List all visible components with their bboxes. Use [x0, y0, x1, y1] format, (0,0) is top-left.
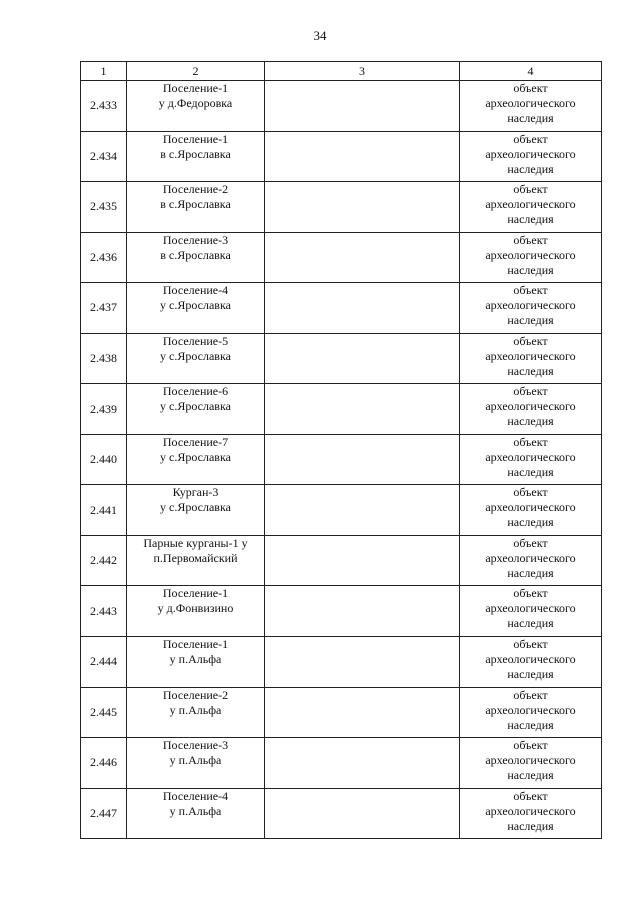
row-number: 2.433 — [81, 81, 127, 132]
category-line: археологического — [485, 652, 576, 667]
object-name-line: Поселение-6 — [162, 384, 229, 399]
object-name-cell — [127, 384, 265, 435]
row-number: 2.436 — [81, 232, 127, 283]
object-name-cell — [127, 131, 265, 182]
object-name-line: Поселение-4 — [162, 283, 229, 298]
category-line: наследия — [507, 667, 554, 682]
category-line: объект — [513, 434, 548, 449]
category-line: наследия — [507, 565, 554, 580]
object-name-line: Поселение-1 — [162, 131, 229, 146]
category-cell — [460, 485, 602, 536]
object-name-line: Поселение-1 — [162, 81, 229, 95]
category-line: археологического — [485, 197, 576, 212]
category-line: наследия — [507, 768, 554, 783]
table-row — [81, 738, 602, 789]
category-line: археологического — [485, 348, 576, 363]
category-cell — [460, 738, 602, 789]
category-cell — [460, 232, 602, 283]
object-name-line: Поселение-5 — [162, 333, 229, 348]
object-name-line: у с.Ярославка — [160, 399, 231, 414]
object-name-cell — [127, 283, 265, 334]
column-header-2: 2 — [127, 62, 265, 81]
column-3-cell — [265, 738, 460, 789]
object-name-line: Поселение-4 — [162, 788, 229, 803]
object-name-line: Поселение-3 — [162, 738, 229, 753]
table-row — [81, 586, 602, 637]
column-3-cell — [265, 182, 460, 233]
category-line: объект — [513, 333, 548, 348]
table-row — [81, 182, 602, 233]
category-cell — [460, 131, 602, 182]
object-name-line: Поселение-7 — [162, 434, 229, 449]
object-name-line: Поселение-1 — [162, 637, 229, 652]
object-name-cell — [127, 788, 265, 839]
table-row — [81, 333, 602, 384]
category-line: археологического — [485, 702, 576, 717]
row-number: 2.445 — [81, 687, 127, 738]
row-number: 2.442 — [81, 535, 127, 586]
object-name-cell — [127, 232, 265, 283]
object-name-line: у п.Альфа — [169, 803, 222, 818]
object-name-line: Поселение-2 — [162, 687, 229, 702]
object-name-line: у п.Альфа — [169, 753, 222, 768]
table-row — [81, 283, 602, 334]
page-number: 34 — [313, 28, 327, 43]
column-3-cell — [265, 81, 460, 132]
category-line: наследия — [507, 262, 554, 277]
category-line: археологического — [485, 803, 576, 818]
category-line: археологического — [485, 298, 576, 313]
object-name-cell — [127, 333, 265, 384]
object-name-line: Поселение-3 — [162, 232, 229, 247]
category-line: объект — [513, 485, 548, 500]
table-row — [81, 687, 602, 738]
category-cell — [460, 687, 602, 738]
row-number: 2.447 — [81, 788, 127, 839]
row-number: 2.441 — [81, 485, 127, 536]
category-line: археологического — [485, 399, 576, 414]
row-number: 2.444 — [81, 637, 127, 688]
category-line: наследия — [507, 414, 554, 429]
category-line: объект — [513, 637, 548, 652]
category-line: наследия — [507, 111, 554, 125]
table-row — [81, 81, 602, 132]
category-line: наследия — [507, 717, 554, 732]
object-name-cell — [127, 687, 265, 738]
row-number: 2.440 — [81, 434, 127, 485]
object-name-line: в с.Ярославка — [160, 247, 231, 262]
column-3-cell — [265, 384, 460, 435]
category-cell — [460, 384, 602, 435]
object-name-line: у с.Ярославка — [160, 298, 231, 313]
row-number: 2.446 — [81, 738, 127, 789]
table-row — [81, 131, 602, 182]
category-cell — [460, 81, 602, 132]
category-line: объект — [513, 81, 548, 95]
object-name-line: у п.Альфа — [169, 652, 222, 667]
category-line: объект — [513, 131, 548, 146]
row-number: 2.439 — [81, 384, 127, 435]
object-name-line: у с.Ярославка — [160, 500, 231, 515]
column-3-cell — [265, 687, 460, 738]
category-line: наследия — [507, 464, 554, 479]
object-name-line: в с.Ярославка — [160, 146, 231, 161]
table-header — [81, 62, 602, 81]
row-number: 2.437 — [81, 283, 127, 334]
column-header-3: 3 — [265, 62, 460, 81]
object-name-line: у д.Федоровка — [158, 96, 233, 110]
category-line: археологического — [485, 146, 576, 161]
column-3-cell — [265, 434, 460, 485]
table-row — [81, 485, 602, 536]
object-name-cell — [127, 182, 265, 233]
category-cell — [460, 788, 602, 839]
table-row — [81, 788, 602, 839]
row-number: 2.435 — [81, 182, 127, 233]
column-header-4: 4 — [460, 62, 602, 81]
table-row — [81, 384, 602, 435]
category-line: наследия — [507, 616, 554, 631]
column-3-cell — [265, 788, 460, 839]
header-row — [81, 62, 602, 81]
row-number: 2.443 — [81, 586, 127, 637]
table-row — [81, 232, 602, 283]
category-line: объект — [513, 788, 548, 803]
object-name-line: в с.Ярославка — [160, 197, 231, 212]
column-3-cell — [265, 283, 460, 334]
category-cell — [460, 586, 602, 637]
object-name-cell — [127, 535, 265, 586]
table-body — [81, 81, 602, 839]
category-cell — [460, 535, 602, 586]
object-name-line: Парные курганы-1 у — [143, 535, 248, 550]
category-line: объект — [513, 738, 548, 753]
heritage-registry-table — [80, 61, 602, 839]
category-line: наследия — [507, 363, 554, 378]
category-line: наследия — [507, 161, 554, 176]
category-line: объект — [513, 687, 548, 702]
object-name-cell — [127, 586, 265, 637]
object-name-cell — [127, 434, 265, 485]
category-line: объект — [513, 232, 548, 247]
category-cell — [460, 333, 602, 384]
category-line: археологического — [485, 601, 576, 616]
category-line: объект — [513, 182, 548, 197]
row-number: 2.438 — [81, 333, 127, 384]
object-name-line: у п.Альфа — [169, 702, 222, 717]
category-line: объект — [513, 535, 548, 550]
table-row — [81, 637, 602, 688]
column-3-cell — [265, 535, 460, 586]
category-line: археологического — [485, 96, 576, 110]
column-3-cell — [265, 586, 460, 637]
category-cell — [460, 637, 602, 688]
object-name-line: у д.Фонвизино — [157, 601, 234, 616]
object-name-cell — [127, 738, 265, 789]
category-line: археологического — [485, 500, 576, 515]
column-3-cell — [265, 485, 460, 536]
row-number: 2.434 — [81, 131, 127, 182]
object-name-line: п.Первомайский — [153, 550, 238, 565]
object-name-cell — [127, 637, 265, 688]
column-3-cell — [265, 232, 460, 283]
category-line: археологического — [485, 449, 576, 464]
column-header-1: 1 — [81, 62, 127, 81]
category-line: наследия — [507, 515, 554, 530]
category-cell — [460, 182, 602, 233]
table-row — [81, 535, 602, 586]
object-name-line: у с.Ярославка — [160, 449, 231, 464]
category-line: наследия — [507, 818, 554, 833]
category-line: археологического — [485, 247, 576, 262]
column-3-cell — [265, 333, 460, 384]
object-name-line: Поселение-1 — [162, 586, 229, 601]
category-cell — [460, 283, 602, 334]
category-line: наследия — [507, 313, 554, 328]
category-line: археологического — [485, 550, 576, 565]
object-name-cell — [127, 81, 265, 132]
category-line: археологического — [485, 753, 576, 768]
category-line: объект — [513, 384, 548, 399]
column-3-cell — [265, 131, 460, 182]
object-name-line: у с.Ярославка — [160, 348, 231, 363]
object-name-line: Поселение-2 — [162, 182, 229, 197]
table-row — [81, 434, 602, 485]
object-name-line: Курган-3 — [172, 485, 219, 500]
category-line: объект — [513, 283, 548, 298]
object-name-cell — [127, 485, 265, 536]
category-line: наследия — [507, 212, 554, 227]
category-cell — [460, 434, 602, 485]
column-3-cell — [265, 637, 460, 688]
category-line: объект — [513, 586, 548, 601]
